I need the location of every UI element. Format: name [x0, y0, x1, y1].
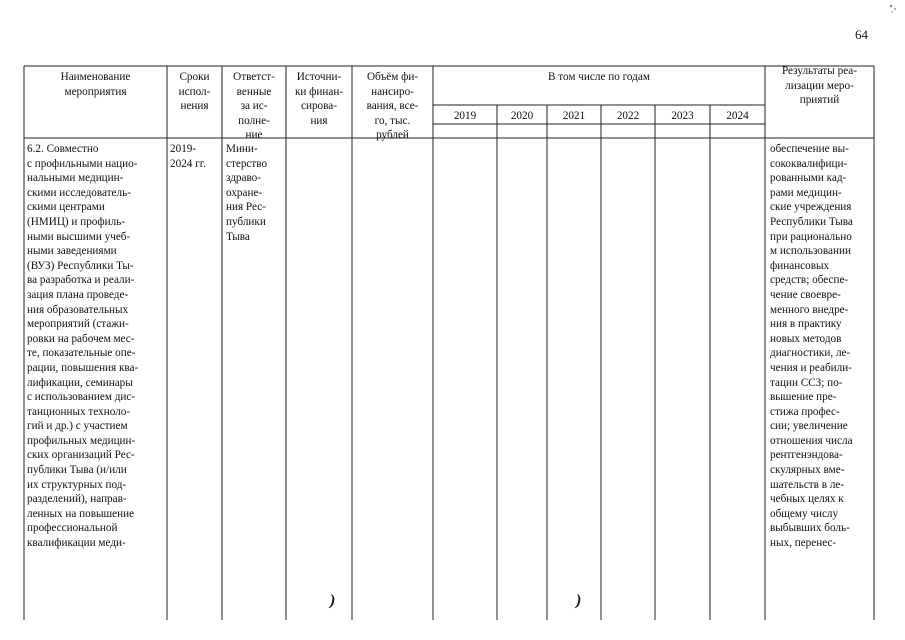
header-results: Результаты реа- лизации меро- приятий [781, 65, 857, 107]
year-2019: 2019 [453, 110, 477, 122]
header-name: Наименование мероприятия [60, 71, 131, 98]
row-responsible: Мини- стерство здраво- охране- ния Рес- публики Тыва [226, 143, 268, 243]
page-number: 64 [855, 27, 868, 42]
row-terms: 2019- 2024 гг. [170, 143, 206, 170]
header-responsible: Ответст- венные за ис- полне- ние [233, 71, 275, 142]
year-2023: 2023 [671, 110, 694, 122]
header-terms: Сроки испол- нения [178, 71, 211, 113]
header-sources: Источни- ки финан- сирова- ния [294, 71, 344, 127]
pen-mark: ) [330, 592, 336, 609]
year-2020: 2020 [510, 110, 534, 122]
year-2024: 2024 [726, 110, 749, 122]
year-2022: 2022 [616, 110, 640, 122]
year-2021: 2021 [562, 110, 586, 122]
header-by-years: В том числе по годам [548, 71, 650, 83]
pen-mark: ) [576, 592, 582, 609]
row-results: обеспечение вы- сококвалифици- рованными кад- рами медицин- ские учреждения Республики Тыва при рационально м использовании финансовых средств; обеспе- чение своевре- менного внедре- ния в практику новых методов диагностики, ле- чения и реабили- тации ССЗ; по- вышение пре- стижа профес- сии; увеличение отношения числа рентгенэндова- скулярных вме- шательств в ле- чебных целях к общему числу выбывших боль- ных, перенес- [770, 143, 853, 550]
header-volume: Объём фи- нансиро- вания, все- го, тыс. рублей [366, 71, 419, 142]
row-name: 6.2. Совместно с профильными нацио- нальными медицин- скими исследователь- скими центрами (НМИЦ) и профиль- ными высшими учеб- ными заведениями (ВУЗ) Республики Ты- ва разработка и реали- зация плана проведе- ния образовательных мероприятий (стажи- ровки на рабочем мес- те, показательные опе- рации, повышения ква- лификации, семинары с использованием дис- танционных техноло- гий и др.) с участием профильных медицин- ских организаций Рес- публики Тыва (и/или их структурных под- разделений), направ- ленных на повышение профессиональной квалификации меди- [27, 143, 139, 550]
